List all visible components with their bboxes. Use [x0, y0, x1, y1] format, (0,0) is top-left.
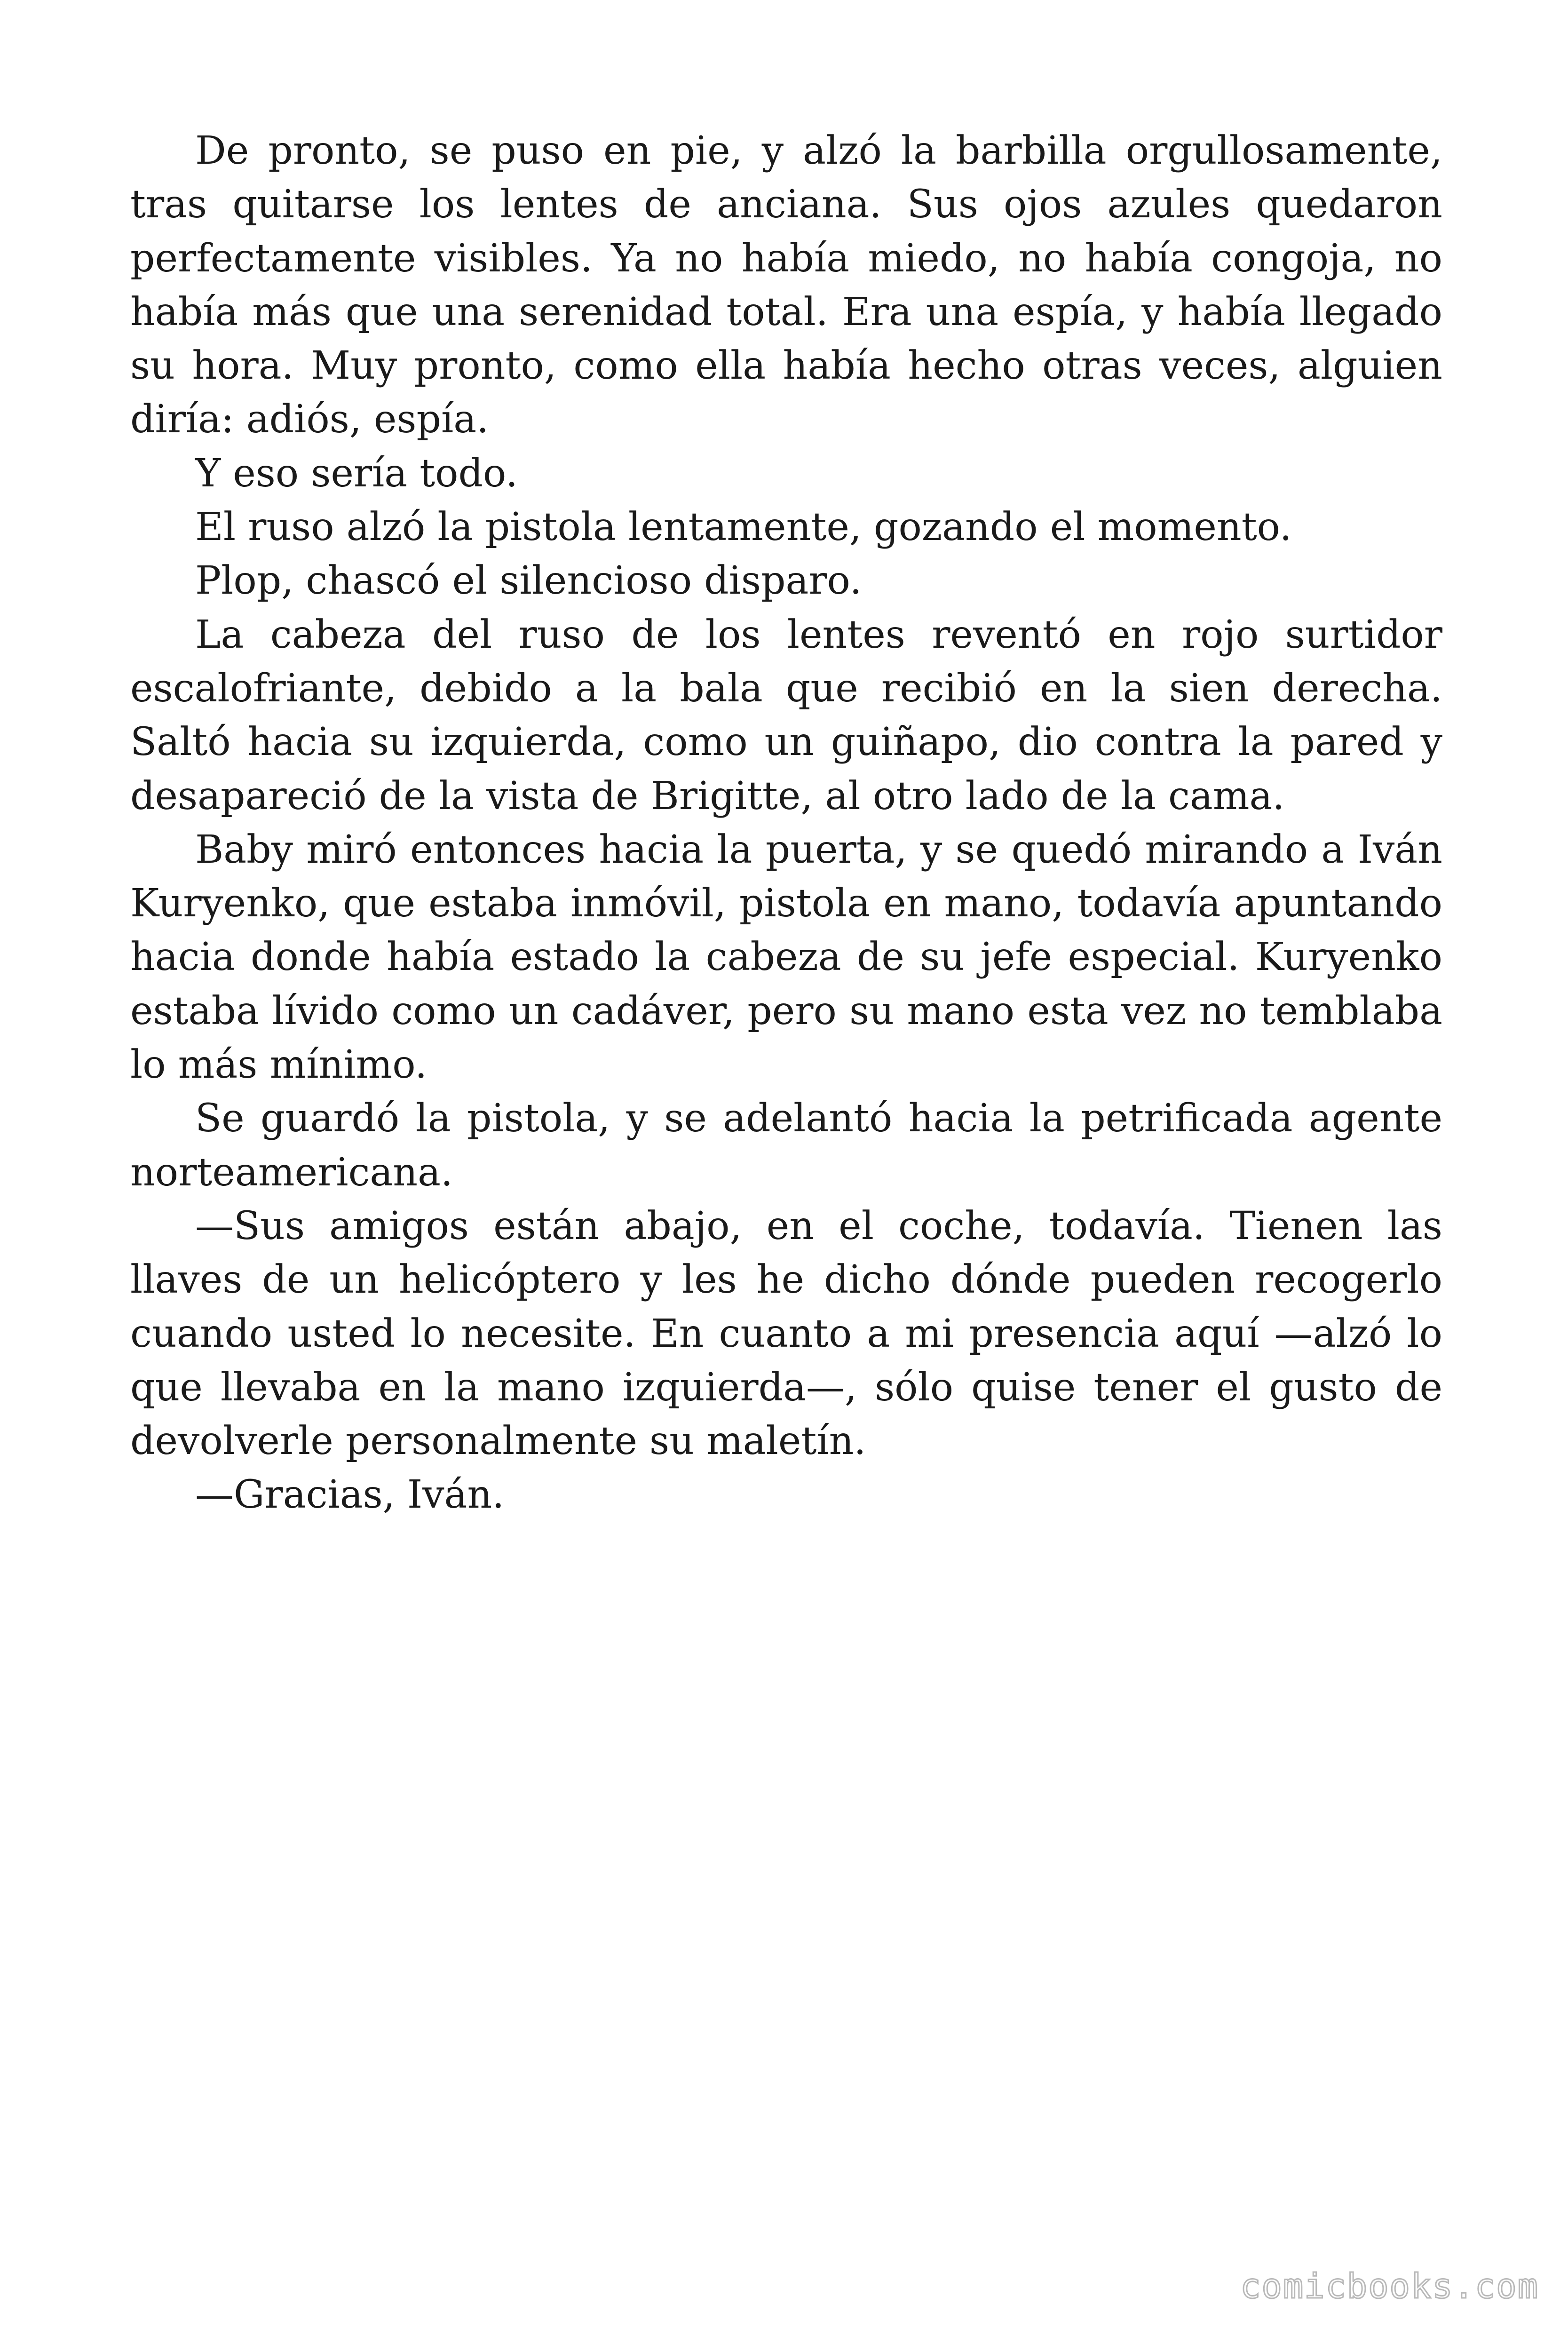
paragraph: —Sus amigos están abajo, en el coche, todavía. Tienen las llaves de un helicóptero y les he dicho dónde pueden recogerlo cuando usted lo necesite. En cuanto a mi presencia aquí —alzó lo que llevaba en la mano izquierda—, sólo quise tener el gusto de devolverle personalmente su maletín. [130, 1203, 1442, 1464]
paragraph: —Gracias, Iván. [195, 1472, 505, 1518]
paragraph: Y eso sería todo. [195, 451, 518, 496]
paragraph: El ruso alzó la pistola lentamente, gozando el momento. [195, 505, 1292, 550]
watermark: comicbooks.com [1240, 2266, 1539, 2306]
paragraph: Baby miró entonces hacia la puerta, y se quedó mirando a Iván Kuryenko, que estaba inmóvil, pistola en mano, todavía apuntando hacia donde había estado la cabeza de su jefe especial. Kuryenko estaba lívido como un cadáver, pero su mano esta vez no temblaba lo más mínimo. [130, 827, 1442, 1088]
paragraph: Se guardó la pistola, y se adelantó hacia la petrificada agente norteamericana. [130, 1096, 1442, 1195]
paragraph: La cabeza del ruso de los lentes reventó en rojo surtidor escalofriante, debido a la bala que recibió en la sien derecha. Saltó hacia su izquierda, como un guiñapo, dio contra la pared y desapareció de la vista de Brigitte, al otro lado de la cama. [130, 612, 1442, 818]
paragraph: De pronto, se puso en pie, y alzó la barbilla orgullosamente, tras quitarse los lentes de anciana. Sus ojos azules quedaron perfectamente visibles. Ya no había miedo, no había congoja, no había más que una serenidad total. Era una espía, y había llegado su hora. Muy pronto, como ella había hecho otras veces, alguien diría: adiós, espía. [130, 128, 1442, 442]
body-text [130, 124, 1442, 1522]
paragraph: Plop, chascó el silencioso disparo. [195, 558, 862, 604]
